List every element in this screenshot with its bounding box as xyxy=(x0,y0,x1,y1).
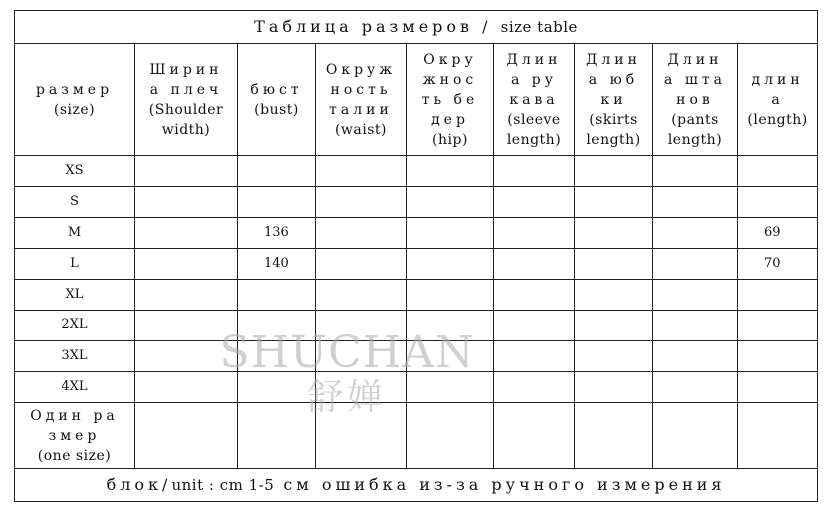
table-cell xyxy=(238,310,316,341)
table-cell xyxy=(407,217,494,248)
column-header xyxy=(575,43,653,155)
table-cell xyxy=(653,279,738,310)
column-header xyxy=(15,43,135,155)
table-cell xyxy=(316,187,407,218)
size-label: XS xyxy=(15,156,135,187)
table-cell xyxy=(653,310,738,341)
table-cell xyxy=(135,156,238,187)
table-cell xyxy=(407,248,494,279)
table-cell xyxy=(135,248,238,279)
column-header-ru: Длин а юб ки xyxy=(586,51,641,108)
table-cell xyxy=(316,156,407,187)
column-header xyxy=(135,43,238,155)
table-row xyxy=(15,310,818,341)
table-cell xyxy=(407,372,494,403)
table-cell xyxy=(653,403,738,469)
table-cell xyxy=(238,341,316,372)
table-row-one-size xyxy=(15,403,818,469)
table-cell xyxy=(738,310,818,341)
size-label: 4XL xyxy=(15,372,135,403)
table-cell: 136 xyxy=(238,217,316,248)
watermark-latin: SHUCHAN xyxy=(219,327,475,378)
table-cell xyxy=(407,156,494,187)
table-cell xyxy=(653,372,738,403)
table-cell: 140 xyxy=(238,248,316,279)
column-header-en: (Shoulder width) xyxy=(148,101,224,138)
table-cell xyxy=(135,217,238,248)
column-header-en: (skirts length) xyxy=(586,111,641,148)
size-label: XL xyxy=(15,279,135,310)
column-header-ru: Окру жнос ть бе дер xyxy=(421,51,479,128)
table-cell xyxy=(494,156,575,187)
table-cell xyxy=(238,372,316,403)
table-row xyxy=(15,156,818,187)
table-cell xyxy=(575,403,653,469)
header-row xyxy=(15,43,818,155)
table-cell xyxy=(575,372,653,403)
table-cell xyxy=(653,217,738,248)
table-cell xyxy=(135,372,238,403)
table-cell xyxy=(316,248,407,279)
column-header-en: (length) xyxy=(747,111,808,128)
table-cell xyxy=(238,403,316,469)
table-cell xyxy=(494,217,575,248)
table-row xyxy=(15,217,818,248)
table-cell xyxy=(135,187,238,218)
column-header xyxy=(653,43,738,155)
table-cell xyxy=(135,310,238,341)
column-header-ru: размер xyxy=(35,81,114,98)
table-row xyxy=(15,187,818,218)
table-cell xyxy=(653,341,738,372)
column-header-ru: Длин а ру кава xyxy=(506,51,562,108)
column-header xyxy=(316,43,407,155)
column-header-en: (pants length) xyxy=(667,111,723,148)
table-cell xyxy=(575,187,653,218)
table-cell xyxy=(494,248,575,279)
table-cell xyxy=(738,187,818,218)
table-cell xyxy=(407,279,494,310)
size-label: M xyxy=(15,217,135,248)
table-cell xyxy=(494,279,575,310)
one-size-en: (one size) xyxy=(37,447,112,464)
footer-en: unit : cm 1-5 xyxy=(171,476,275,495)
title-separator: / xyxy=(482,16,492,36)
size-label: L xyxy=(15,248,135,279)
table-row xyxy=(15,279,818,310)
table-row xyxy=(15,341,818,372)
column-header xyxy=(494,43,575,155)
table-cell xyxy=(653,187,738,218)
column-header-ru: бюст xyxy=(250,81,303,98)
size-label-one-size xyxy=(15,403,135,469)
table-cell xyxy=(575,217,653,248)
title-en: size table xyxy=(500,17,578,36)
table-cell xyxy=(494,310,575,341)
table-cell xyxy=(494,403,575,469)
table-cell xyxy=(575,279,653,310)
table-cell xyxy=(575,156,653,187)
table-cell xyxy=(407,341,494,372)
table-cell xyxy=(316,372,407,403)
table-cell xyxy=(575,341,653,372)
table-cell xyxy=(316,341,407,372)
watermark-cjk: 舒婵 xyxy=(306,377,387,418)
table-cell xyxy=(738,341,818,372)
table-cell xyxy=(238,187,316,218)
column-header-ru: Длин а шта нов xyxy=(664,51,726,108)
table-cell xyxy=(653,248,738,279)
column-header-en: (waist) xyxy=(334,121,388,138)
table-row xyxy=(15,372,818,403)
table-cell xyxy=(135,279,238,310)
table-cell xyxy=(575,310,653,341)
table-cell xyxy=(407,403,494,469)
table-cell xyxy=(653,156,738,187)
column-header xyxy=(238,43,316,155)
one-size-ru: Один ра змер xyxy=(30,407,119,444)
table-cell xyxy=(316,279,407,310)
size-rows xyxy=(15,156,818,403)
table-cell xyxy=(494,187,575,218)
column-header-en: (size) xyxy=(53,101,96,118)
column-header-ru: длин а xyxy=(751,71,804,108)
table-title xyxy=(15,11,818,44)
size-chart-sheet xyxy=(14,10,817,502)
table-cell xyxy=(407,187,494,218)
footer-ru-suffix: см ошибка из-за ручного измерения xyxy=(283,475,726,495)
column-header-en: (sleeve length) xyxy=(506,111,562,148)
column-header-ru: Окруж ность талии xyxy=(325,61,397,118)
size-label: S xyxy=(15,187,135,218)
column-header xyxy=(738,43,818,155)
table-cell xyxy=(738,403,818,469)
size-table xyxy=(14,10,818,502)
table-footer xyxy=(15,469,818,502)
column-header-ru: Ширин а плеч xyxy=(149,61,223,98)
table-cell xyxy=(238,156,316,187)
table-cell xyxy=(135,341,238,372)
footer-ru-prefix: блок/ xyxy=(106,475,172,495)
table-cell xyxy=(407,310,494,341)
table-cell xyxy=(135,403,238,469)
table-cell xyxy=(316,217,407,248)
table-cell xyxy=(494,341,575,372)
size-label: 2XL xyxy=(15,310,135,341)
column-header-en: (bust) xyxy=(254,101,299,118)
table-cell: 70 xyxy=(738,248,818,279)
table-cell: 69 xyxy=(738,217,818,248)
table-cell xyxy=(738,279,818,310)
title-ru: Таблица размеров xyxy=(254,16,474,36)
column-header-en: (hip) xyxy=(432,131,468,148)
table-cell xyxy=(316,403,407,469)
table-cell xyxy=(738,156,818,187)
size-label: 3XL xyxy=(15,341,135,372)
table-cell xyxy=(316,310,407,341)
column-header xyxy=(407,43,494,155)
table-cell xyxy=(738,372,818,403)
table-cell xyxy=(494,372,575,403)
table-cell xyxy=(238,279,316,310)
table-row xyxy=(15,248,818,279)
table-cell xyxy=(575,248,653,279)
